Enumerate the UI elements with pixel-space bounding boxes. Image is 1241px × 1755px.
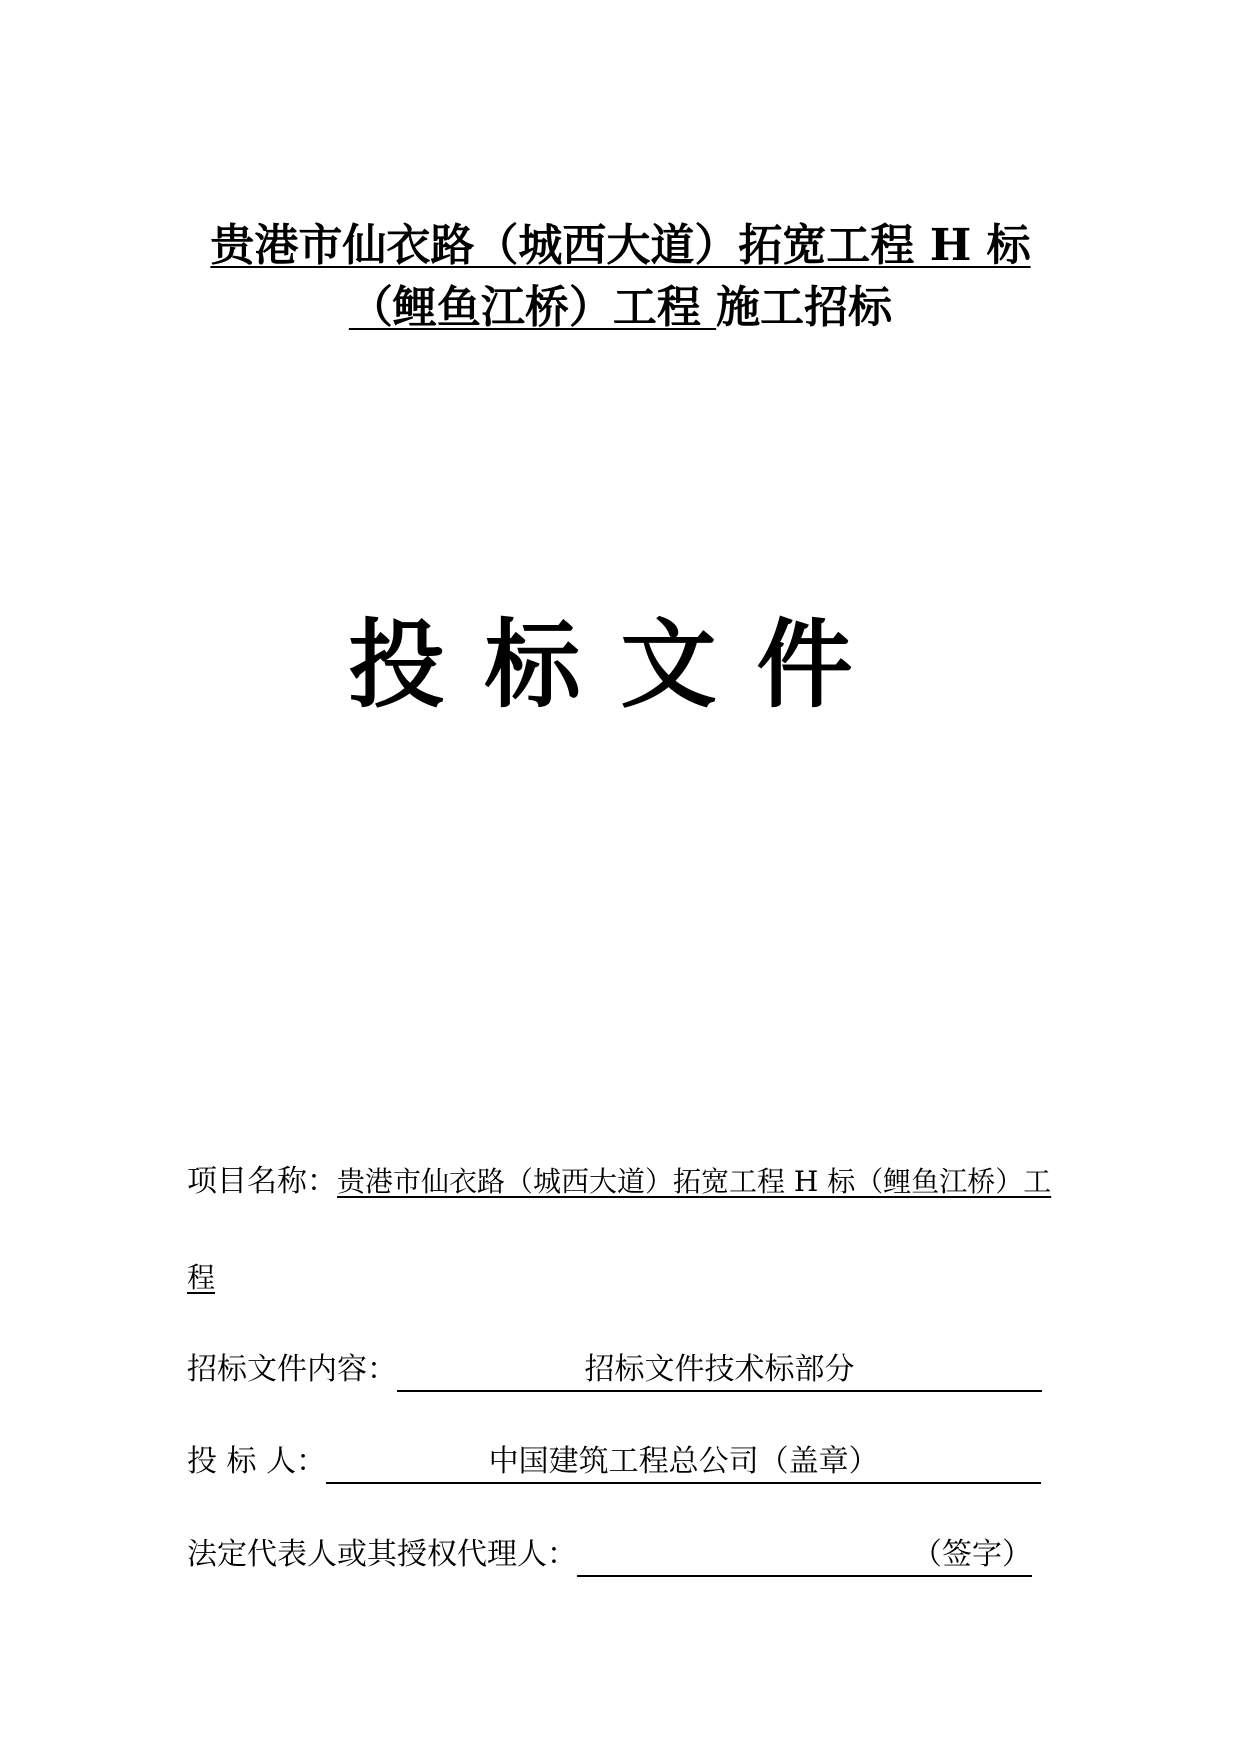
project-name-label: 项目名称： bbox=[187, 1164, 337, 1199]
project-name-row bbox=[187, 1160, 1107, 1204]
project-name-value-continued: 程 bbox=[187, 1261, 216, 1294]
bidder-value: 中国建筑工程总公司（盖章） bbox=[326, 1442, 1041, 1484]
bidder-label: 投 标 人： bbox=[187, 1444, 327, 1479]
project-title-line-2-underlined: （鲤鱼江桥）工程 bbox=[348, 282, 717, 333]
project-title-line-1: 贵港市仙衣路（城西大道）拓宽工程 H 标 bbox=[210, 220, 1031, 271]
representative-label: 法定代表人或其授权代理人： bbox=[187, 1537, 577, 1572]
bid-content-label: 招标文件内容： bbox=[187, 1352, 397, 1387]
bid-content-value: 招标文件技术标部分 bbox=[397, 1350, 1042, 1392]
bidder-row bbox=[187, 1440, 1107, 1484]
project-title-line-2 bbox=[0, 277, 1241, 339]
representative-row bbox=[187, 1533, 1107, 1577]
project-name-value: 贵港市仙衣路（城西大道）拓宽工程 H 标（鲤鱼江桥）工 bbox=[337, 1165, 1052, 1198]
project-title-line-2-tail: 施工招标 bbox=[716, 282, 893, 333]
document-main-title: 投标文件 bbox=[348, 608, 893, 721]
representative-signature-field: （签字） bbox=[577, 1535, 1032, 1577]
bid-content-row bbox=[187, 1348, 1107, 1392]
project-title bbox=[0, 215, 1241, 339]
